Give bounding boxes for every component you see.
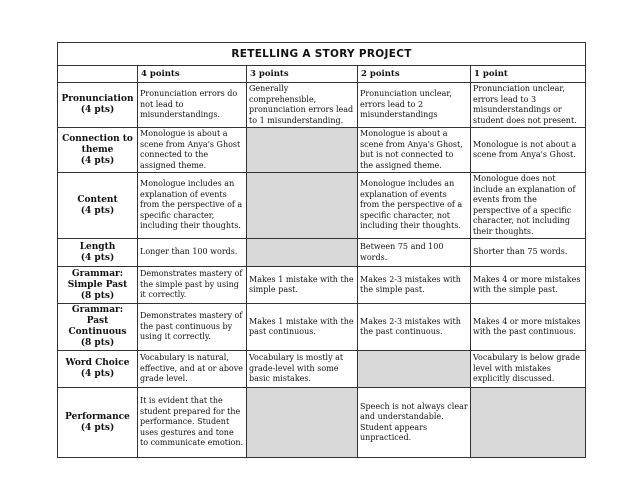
header-level: 3 points bbox=[247, 66, 358, 83]
title-row bbox=[58, 43, 586, 66]
rubric-cell: Monologue is about a scene from Anya's Ghost, but is not connected to the assigned theme. bbox=[358, 128, 471, 173]
rubric-cell: It is evident that the student prepared for the performance. Student uses gestures and tone to communicate emotion. bbox=[138, 388, 247, 458]
criterion-label bbox=[58, 128, 138, 173]
rubric-cell-empty bbox=[247, 239, 358, 267]
criterion-row-word-choice bbox=[58, 351, 586, 388]
rubric-cell: Pronunciation unclear, errors lead to 2 misunderstandings bbox=[358, 83, 471, 128]
rubric-table bbox=[57, 42, 586, 458]
rubric-cell: Monologue includes an explanation of events from the perspective of a specific character, including their thoughts. bbox=[138, 173, 247, 239]
rubric-cell: Demonstrates mastery of the simple past by using it correctly. bbox=[138, 267, 247, 304]
criterion-points: (4 pts) bbox=[80, 422, 115, 433]
criterion-points: (8 pts) bbox=[80, 290, 115, 301]
rubric-cell: Vocabulary is natural, effective, and at or above grade level. bbox=[138, 351, 247, 388]
rubric-cell: Speech is not always clear and understandable. Student appears unpracticed. bbox=[358, 388, 471, 458]
criterion-name: Connection to theme bbox=[62, 133, 133, 155]
criterion-points: (8 pts) bbox=[80, 338, 115, 348]
header-corner bbox=[58, 66, 138, 83]
rubric-cell: Demonstrates mastery of the past continuous by using it correctly. bbox=[138, 304, 247, 351]
criterion-label bbox=[58, 388, 138, 458]
criterion-name: Pronunciation bbox=[61, 94, 134, 104]
rubric-cell: Longer than 100 words. bbox=[138, 239, 247, 267]
criterion-row-grammar-past-continuous bbox=[58, 304, 586, 351]
criterion-points: (4 pts) bbox=[80, 252, 115, 263]
rubric-cell: Vocabulary is below grade level with mistakes explicitly discussed. bbox=[471, 351, 586, 388]
criterion-name: Word Choice bbox=[65, 358, 130, 368]
header-row bbox=[58, 66, 586, 83]
header-level: 1 point bbox=[471, 66, 586, 83]
rubric-cell: Shorter than 75 words. bbox=[471, 239, 586, 267]
criterion-label bbox=[58, 304, 138, 351]
criterion-label bbox=[58, 267, 138, 304]
rubric-cell-empty bbox=[471, 388, 586, 458]
rubric-cell: Pronunciation errors do not lead to misunderstandings. bbox=[138, 83, 247, 128]
rubric-cell-empty bbox=[247, 173, 358, 239]
rubric-cell: Makes 4 or more mistakes with the simple past. bbox=[471, 267, 586, 304]
criterion-row-connection-to-theme bbox=[58, 128, 586, 173]
rubric-cell-empty bbox=[247, 388, 358, 458]
criterion-name: Length bbox=[79, 241, 116, 252]
criterion-points: (4 pts) bbox=[80, 105, 115, 115]
rubric-cell-empty bbox=[247, 128, 358, 173]
criterion-row-length bbox=[58, 239, 586, 267]
header-level: 4 points bbox=[138, 66, 247, 83]
rubric-title: RETELLING A STORY PROJECT bbox=[58, 43, 586, 66]
header-level: 2 points bbox=[358, 66, 471, 83]
criterion-name: Grammar: Past Continuous bbox=[68, 305, 127, 337]
criterion-row-content bbox=[58, 173, 586, 239]
criterion-row-pronunciation bbox=[58, 83, 586, 128]
criterion-name: Grammar: Simple Past bbox=[67, 268, 128, 290]
criterion-points: (4 pts) bbox=[80, 155, 115, 166]
rubric-cell-empty bbox=[358, 351, 471, 388]
criterion-label bbox=[58, 83, 138, 128]
rubric-cell: Monologue includes an explanation of events from the perspective of a specific character, not including their thoughts. bbox=[358, 173, 471, 239]
rubric-cell: Makes 2-3 mistakes with the past continuous. bbox=[358, 304, 471, 351]
rubric-cell: Pronunciation unclear, errors lead to 3 misunderstandings or student does not present. bbox=[471, 83, 586, 128]
rubric-cell: Makes 2-3 mistakes with the simple past. bbox=[358, 267, 471, 304]
rubric-cell: Makes 4 or more mistakes with the past continuous. bbox=[471, 304, 586, 351]
rubric-cell: Between 75 and 100 words. bbox=[358, 239, 471, 267]
criterion-label bbox=[58, 173, 138, 239]
rubric-cell: Generally comprehensible, pronunciation errors lead to 1 misunderstanding. bbox=[247, 83, 358, 128]
rubric-cell: Monologue does not include an explanation of events from the perspective of a specific character, not including their thoughts. bbox=[471, 173, 586, 239]
rubric-cell: Monologue is not about a scene from Anya's Ghost. bbox=[471, 128, 586, 173]
criterion-points: (4 pts) bbox=[80, 369, 115, 379]
criterion-name: Performance bbox=[65, 411, 130, 422]
criterion-name: Content bbox=[77, 194, 118, 205]
criterion-row-performance bbox=[58, 388, 586, 458]
rubric-cell: Makes 1 mistake with the simple past. bbox=[247, 267, 358, 304]
criterion-label bbox=[58, 351, 138, 388]
criterion-row-grammar-simple-past bbox=[58, 267, 586, 304]
criterion-label bbox=[58, 239, 138, 267]
rubric-cell: Monologue is about a scene from Anya's Ghost connected to the assigned theme. bbox=[138, 128, 247, 173]
rubric-cell: Makes 1 mistake with the past continuous. bbox=[247, 304, 358, 351]
rubric-cell: Vocabulary is mostly at grade-level with some basic mistakes. bbox=[247, 351, 358, 388]
criterion-points: (4 pts) bbox=[80, 205, 115, 216]
